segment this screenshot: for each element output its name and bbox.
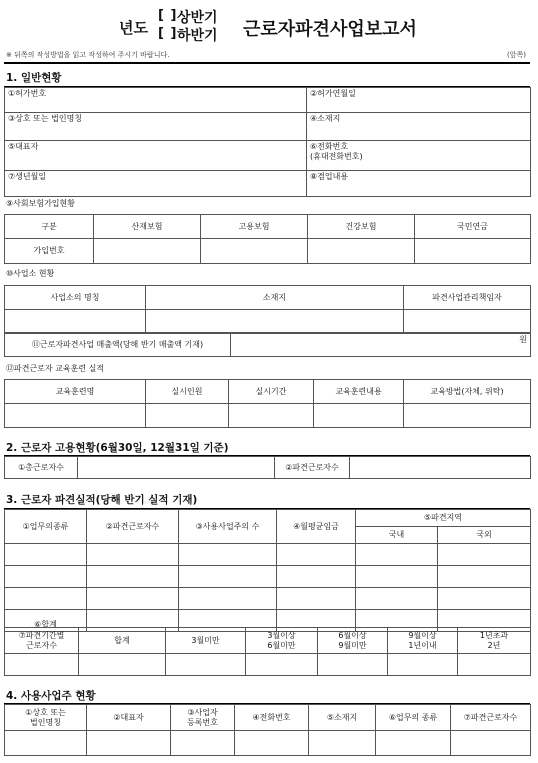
office-name-input[interactable] — [5, 310, 146, 333]
col-monthly-wage: ④월평균임금 — [277, 510, 356, 544]
employer-col-job: ⑥업무의 종류 — [376, 705, 451, 731]
period-input[interactable] — [458, 654, 531, 676]
training-heading: ⑫파견근로자 교육훈련 실적 — [6, 364, 105, 373]
office-col-name: 사업소의 명칭 — [5, 286, 146, 310]
period-label: ⑦파견기간별 근로자수 — [5, 628, 79, 654]
pension-no-input[interactable] — [415, 239, 531, 264]
col-dispatched-count: ②파견근로자수 — [87, 510, 179, 544]
job-row-cell[interactable] — [438, 566, 531, 588]
dispatch-table — [4, 509, 531, 632]
period-input[interactable] — [388, 654, 458, 676]
license-date-field[interactable]: ②허가연월일 — [307, 88, 531, 113]
employer-input[interactable] — [451, 731, 531, 756]
birthdate-field[interactable]: ⑦생년월일 — [5, 171, 307, 197]
period-col-total: 합계 — [79, 628, 166, 654]
period-col-6m-9m: 6월이상 9월미만 — [318, 628, 388, 654]
office-address-input[interactable] — [146, 310, 404, 333]
ins-col-category: 구분 — [5, 215, 94, 239]
section-1-heading: 1. 일반현황 — [6, 72, 62, 84]
employer-input[interactable] — [171, 731, 235, 756]
form-title: 근로자파견사업보고서 — [243, 19, 417, 40]
job-row-cell[interactable] — [87, 566, 179, 588]
job-row-input[interactable] — [5, 566, 87, 588]
second-half-label: 하반기 — [177, 28, 218, 44]
license-no-field[interactable]: ①허가번호 — [5, 88, 307, 113]
period-col-1y-2y: 1년초과 2년 — [458, 628, 531, 654]
period-col-3m-6m: 3월이상 6월미만 — [246, 628, 318, 654]
job-row-cell[interactable] — [277, 588, 356, 610]
employer-input[interactable] — [376, 731, 451, 756]
period-row-empty — [5, 654, 79, 676]
period-col-9m-1y: 9월이상 1년이내 — [388, 628, 458, 654]
employer-input[interactable] — [235, 731, 309, 756]
company-name-field[interactable]: ③상호 또는 법인명칭 — [5, 113, 307, 141]
office-col-manager: 파견사업관리책임자 — [404, 286, 531, 310]
col-dispatch-region: ⑤파견지역 — [356, 510, 531, 527]
training-count-input[interactable] — [146, 404, 229, 428]
first-half-label: 상반기 — [177, 10, 218, 26]
period-input[interactable] — [318, 654, 388, 676]
job-row-cell[interactable] — [356, 588, 438, 610]
job-row-cell[interactable] — [356, 566, 438, 588]
industrial-no-input[interactable] — [94, 239, 201, 264]
sales-input[interactable] — [231, 334, 531, 357]
second-half-checkbox[interactable]: [ ] — [158, 26, 178, 41]
dispatch-period-table — [4, 627, 531, 676]
instruction-note: ※ 뒤쪽의 작성방법을 읽고 작성하여 주시기 바랍니다. — [6, 51, 170, 59]
form-header — [0, 6, 538, 44]
training-name-input[interactable] — [5, 404, 146, 428]
employer-col-rep: ②대표자 — [87, 705, 171, 731]
period-input[interactable] — [166, 654, 246, 676]
job-row-cell[interactable] — [356, 544, 438, 566]
sales-table — [4, 333, 531, 357]
ins-col-employment: 고용보험 — [201, 215, 308, 239]
divider — [4, 62, 530, 64]
office-col-address: 소재지 — [146, 286, 404, 310]
training-period-input[interactable] — [229, 404, 314, 428]
section-4-heading: 4. 사용사업주 현황 — [6, 690, 96, 702]
training-content-input[interactable] — [314, 404, 404, 428]
insurance-table — [4, 214, 531, 264]
training-col-content: 교육훈련내용 — [314, 380, 404, 404]
training-method-input[interactable] — [404, 404, 531, 428]
section-3-heading: 3. 근로자 파견실적(당해 반기 실적 기재) — [6, 494, 198, 506]
employer-input[interactable] — [309, 731, 376, 756]
col-domestic: 국내 — [356, 527, 438, 544]
dispatched-workers-label: ②파견근로자수 — [275, 457, 350, 479]
employment-table — [4, 456, 531, 479]
general-info-table — [4, 87, 531, 197]
ins-col-health: 건강보험 — [308, 215, 415, 239]
job-row-cell[interactable] — [179, 544, 277, 566]
job-row-cell[interactable] — [87, 544, 179, 566]
dispatched-workers-input[interactable] — [350, 457, 531, 479]
page-side-label: (앞쪽) — [507, 51, 526, 59]
user-employer-table — [4, 704, 531, 756]
employment-no-input[interactable] — [201, 239, 308, 264]
health-no-input[interactable] — [308, 239, 415, 264]
side-business-field[interactable]: ⑧겸업내용 — [307, 171, 531, 197]
ins-col-pension: 국민연금 — [415, 215, 531, 239]
employer-col-address: ⑤소재지 — [309, 705, 376, 731]
office-heading: ⑩사업소 현황 — [6, 269, 55, 278]
year-label: 년도 — [119, 19, 148, 37]
total-row-label: ⑥합계 — [5, 610, 87, 632]
employer-input[interactable] — [5, 731, 87, 756]
job-row-cell[interactable] — [277, 566, 356, 588]
total-workers-label: ①총근로자수 — [5, 457, 78, 479]
representative-field[interactable]: ⑤대표자 — [5, 141, 307, 171]
job-row-input[interactable] — [5, 588, 87, 610]
office-manager-input[interactable] — [404, 310, 531, 333]
employer-col-phone: ④전화번호 — [235, 705, 309, 731]
job-row-input[interactable] — [5, 544, 87, 566]
col-employer-count: ③사용사업주의 수 — [179, 510, 277, 544]
sales-unit: 원 — [519, 335, 527, 344]
training-col-period: 실시기간 — [229, 380, 314, 404]
ins-col-industrial: 산재보험 — [94, 215, 201, 239]
employer-col-count: ⑦파견근로자수 — [451, 705, 531, 731]
training-col-count: 실시인원 — [146, 380, 229, 404]
training-col-name: 교육훈련명 — [5, 380, 146, 404]
job-row-cell[interactable] — [277, 544, 356, 566]
col-overseas: 국외 — [438, 527, 531, 544]
phone-field[interactable]: ⑥전화번호 (휴대전화번호) — [307, 141, 531, 171]
job-row-cell[interactable] — [438, 544, 531, 566]
address-field[interactable]: ④소재지 — [307, 113, 531, 141]
sales-label: ⑪근로자파견사업 매출액(당해 반기 매출액 기재) — [5, 334, 231, 357]
job-row-cell[interactable] — [438, 588, 531, 610]
job-row-cell[interactable] — [179, 566, 277, 588]
training-table — [4, 379, 531, 428]
col-job-type: ①업무의종류 — [5, 510, 87, 544]
section-2-heading: 2. 근로자 고용현황(6월30일, 12월31일 기준) — [6, 442, 229, 454]
employer-col-bizno: ③사업자 등록번호 — [171, 705, 235, 731]
ins-row-label: 가입번호 — [5, 239, 94, 264]
employer-input[interactable] — [87, 731, 171, 756]
office-table — [4, 285, 531, 333]
job-row-cell[interactable] — [87, 588, 179, 610]
training-col-method: 교육방법(자체, 위탁) — [404, 380, 531, 404]
job-row-cell[interactable] — [179, 588, 277, 610]
total-workers-input[interactable] — [78, 457, 275, 479]
insurance-heading: ⑨사회보험가입현황 — [6, 199, 75, 208]
period-input[interactable] — [79, 654, 166, 676]
period-col-under-3m: 3월미만 — [166, 628, 246, 654]
period-input[interactable] — [246, 654, 318, 676]
employer-col-name: ①상호 또는 법인명칭 — [5, 705, 87, 731]
first-half-checkbox[interactable]: [ ] — [158, 8, 178, 23]
